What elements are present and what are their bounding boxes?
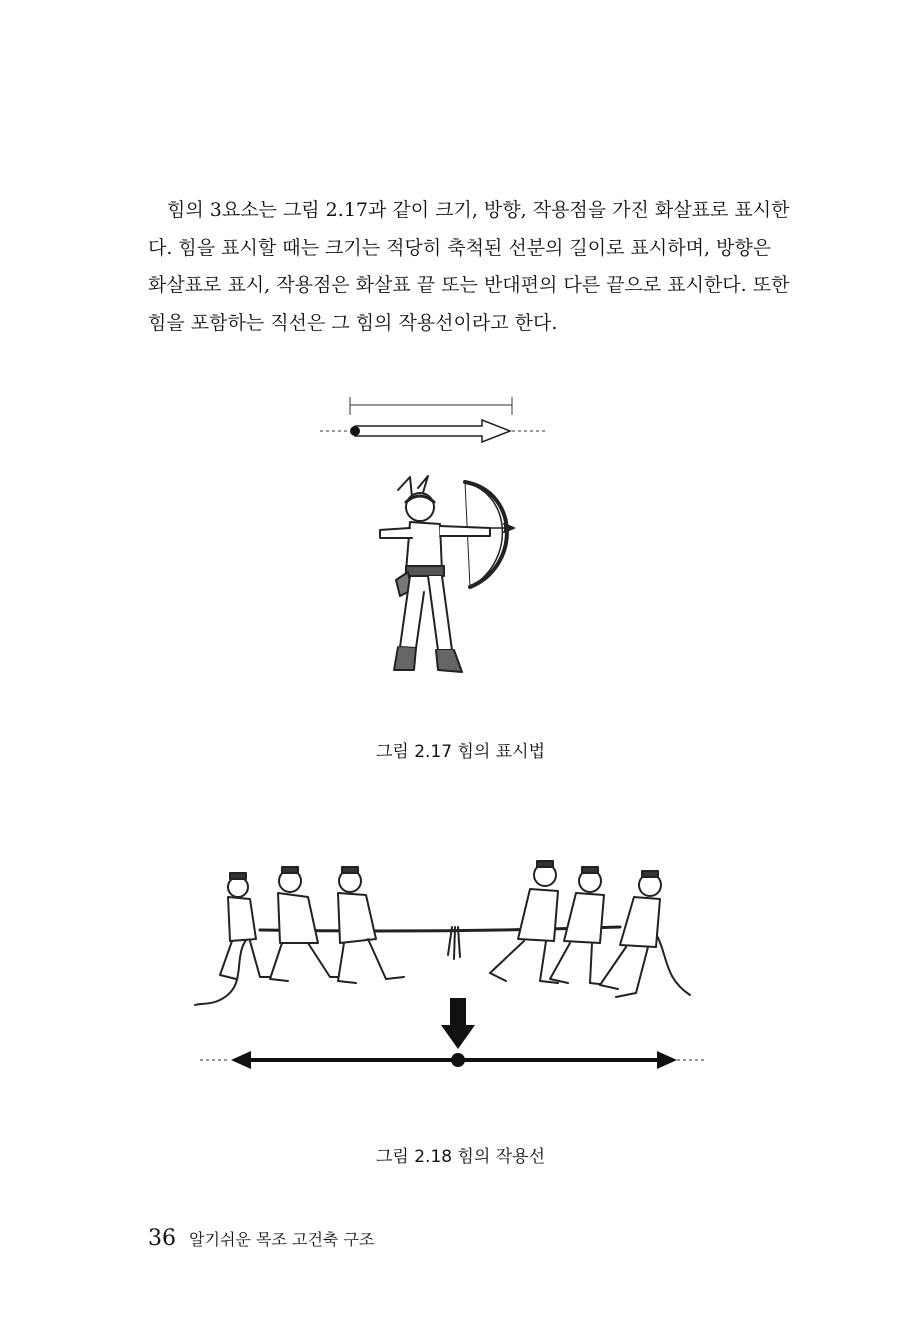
archer-illustration <box>370 472 530 682</box>
body-line: 화살표로 표시, 작용점은 화살표 끝 또는 반대편의 다른 끝으로 표시한다. 또한 <box>148 274 790 296</box>
figure-2-17-caption: 그림 2.17 힘의 표시법 <box>375 742 546 762</box>
force-arrow <box>355 420 510 442</box>
tug-of-war-illustration <box>190 855 720 1015</box>
left-arrowhead <box>231 1051 251 1069</box>
body-line: 힘을 포함하는 직선은 그 힘의 작용선이라고 한다. <box>148 311 558 334</box>
point-of-application-dot <box>350 426 360 436</box>
line-of-action-diagram <box>195 995 715 1080</box>
body-line: 힘의 3요소는 그림 2.17과 같이 크기, 방향, 작용점을 가진 화살표로 표시한 <box>167 199 790 221</box>
page-number: 36 <box>148 1226 176 1251</box>
body-paragraph <box>148 192 788 342</box>
figure-2-18-caption: 그림 2.18 힘의 작용선 <box>375 1147 546 1167</box>
applied-force-arrow <box>441 998 475 1049</box>
action-point-dot <box>451 1053 465 1067</box>
body-line: 다. 힘을 표시할 때는 크기는 적당히 축척된 선분의 길이로 표시하며, 방향은 <box>148 236 772 259</box>
page-footer <box>148 1226 374 1251</box>
right-arrowhead <box>657 1051 677 1069</box>
book-title: 알기쉬운 목조 고건축 구조 <box>189 1230 375 1249</box>
force-arrow-diagram <box>300 395 560 455</box>
